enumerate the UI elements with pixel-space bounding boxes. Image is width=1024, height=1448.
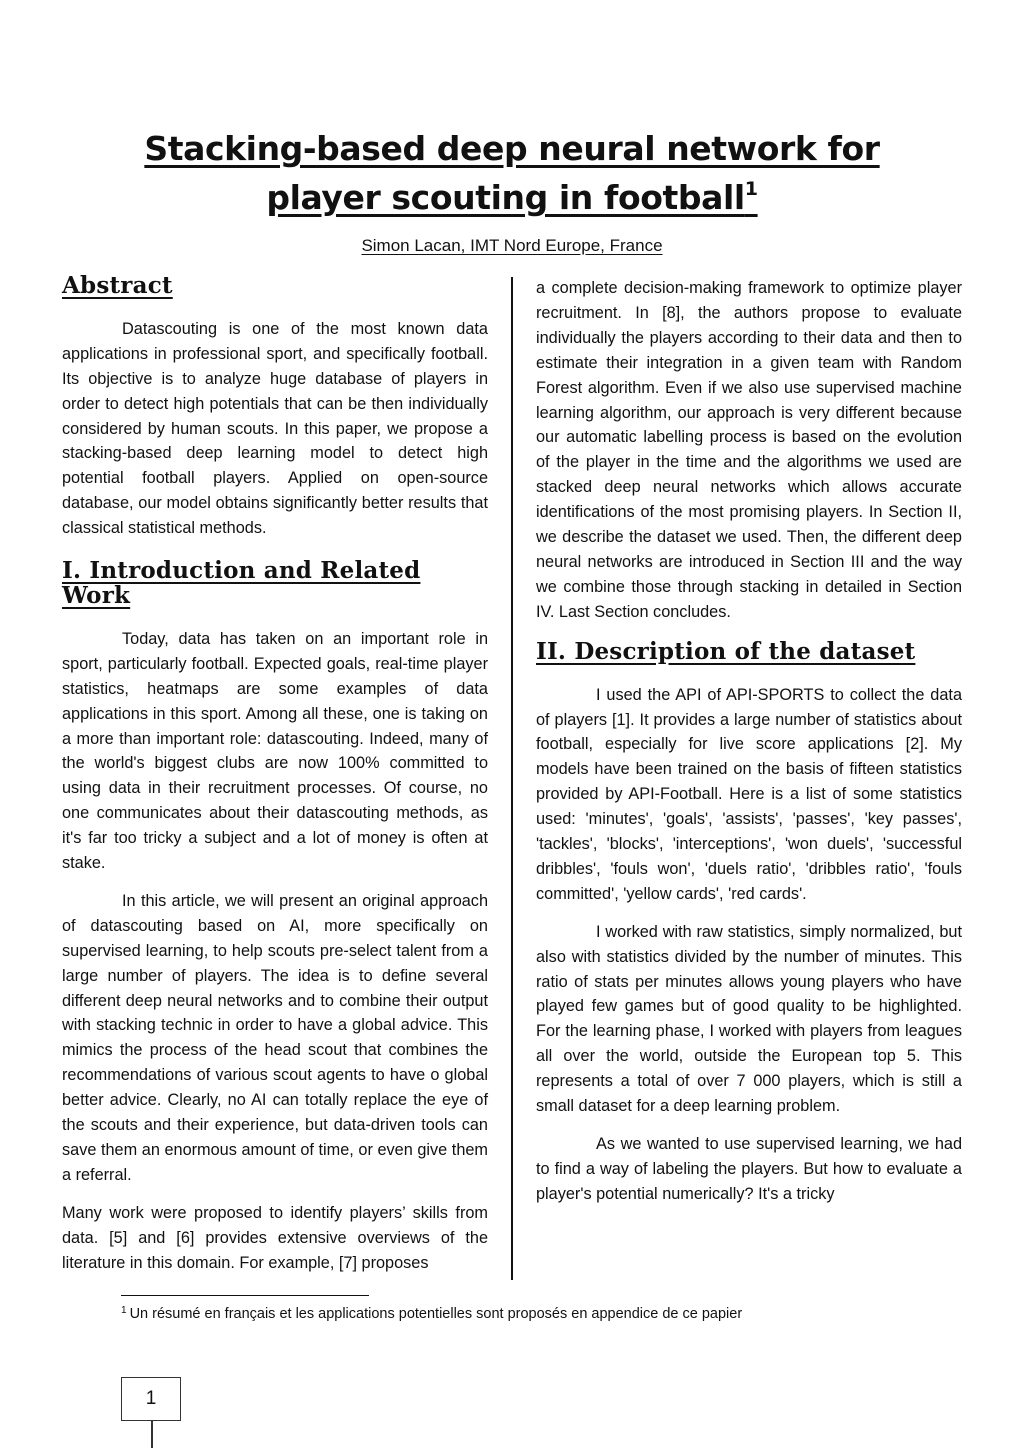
column-divider [511,277,513,1280]
dataset-paragraph-1: I used the API of API-SPORTS to collect the data of players [1]. It provides a large number of statistics about football, especially for live score applications [2]. My models have been trained on the basis of fifteen statistics provided by API-Football. Here is a list of some statistics used: 'minutes', 'goals', 'assists', 'passes', 'key passes', 'tackles', 'blocks', 'interceptions', 'won duels', 'successful dribbles', 'fouls won', 'duels ratio', 'dribbles ratio', 'fouls committed', 'yellow cards', 'red cards'. [536,685,962,903]
intro-paragraph-2: In this article, we will present an original approach of datascouting based on AI, more specifically on supervised learning, to help scouts pre-select talent from a large number of players. The idea is to define several different deep neural networks and to combine their output with stacking technic in order to have a global advice. This mimics the process of the head scout that combines the recommendations of various scout agents to have o global better advice. Clearly, no AI can totally replace the eye of the scouts and their experience, but data-driven tools can save them an enormous amount of time, or even give them a referral. [62,891,488,1184]
footnote-text: Un résumé en français et les applications potentielles sont proposés en appendice de ce papier [129,1306,743,1322]
paper-title [100,124,924,222]
right-column [536,276,962,1220]
left-column [62,274,488,1289]
dataset-paragraph-2: I worked with raw statistics, simply normalized, but also with statistics divided by the number of minutes. This ratio of stats per minutes allows young players who have played few games but of good quality to be highlighted. For the learning phase, I worked with players from leagues all over the world, outside the European top 5. This represents a total of over 7 000 players, which is still a small dataset for a deep learning problem. [536,922,962,1116]
abstract-text: Datascouting is one of the most known data applications in professional sport, and specifically football. Its objective is to analyze huge database of players in order to detect high potentials that can be then individually considered by human scouts. In this paper, we propose a stacking-based deep learning model to detect high potential football players. Applied on open-source database, our model obtains significantly better results that classical statistical methods. [62,319,488,538]
page-number-line [151,1421,153,1448]
author-line: Simon Lacan, IMT Nord Europe, France [361,236,663,255]
footnote [121,1305,742,1322]
dataset-heading: II. Description of the dataset [536,637,916,665]
footnote-marker: 1 [121,1305,127,1316]
page-number-box [121,1377,181,1421]
introduction-heading: I. Introduction and Related Work [62,557,421,609]
intro-paragraph-1: Today, data has taken on an important role in sport, particularly football. Expected goals, real-time player statistics, heatmaps are some examples of data applications in this sport. Among all these, one is taking on a more than important role: datascouting. Indeed, many of the world's biggest clubs are now 100% committed to using data in their recruitment processes. Of course, no one communicates about their datascouting methods, as it's far too tricky a subject and a lot of money is often at stake. [62,629,488,873]
paper-title-text: Stacking-based deep neural network for player scouting in football [144,129,880,217]
title-footnote-marker: 1 [744,178,758,200]
dataset-paragraph-3: As we wanted to use supervised learning, we had to find a way of labeling the players. But how to evaluate a player's potential numerically? It's a tricky [536,1135,962,1203]
abstract-heading: Abstract [62,272,173,299]
page-number: 1 [145,1388,157,1409]
footnote-rule [121,1295,369,1296]
intro-paragraph-3: Many work were proposed to identify players’ skills from data. [5] and [6] provides extensive overviews of the literature in this domain. For example, [7] proposes [62,1203,488,1272]
intro-paragraph-3-continued: a complete decision-making framework to optimize player recruitment. In [8], the authors propose to evaluate individually the players according to their data and then to estimate their integration in a given team with Random Forest algorithm. Even if we also use supervised machine learning algorithm, our approach is very different because our automatic labelling process is based on the evolution of the player in the time and the algorithms we used are stacked deep neural networks which allows accurate identifications of the most promising players. In Section II, we describe the dataset we used. Then, the different deep neural networks are introduced in Section III and the way we combine those through stacking in detailed in Section IV. Last Section concludes. [536,279,962,621]
